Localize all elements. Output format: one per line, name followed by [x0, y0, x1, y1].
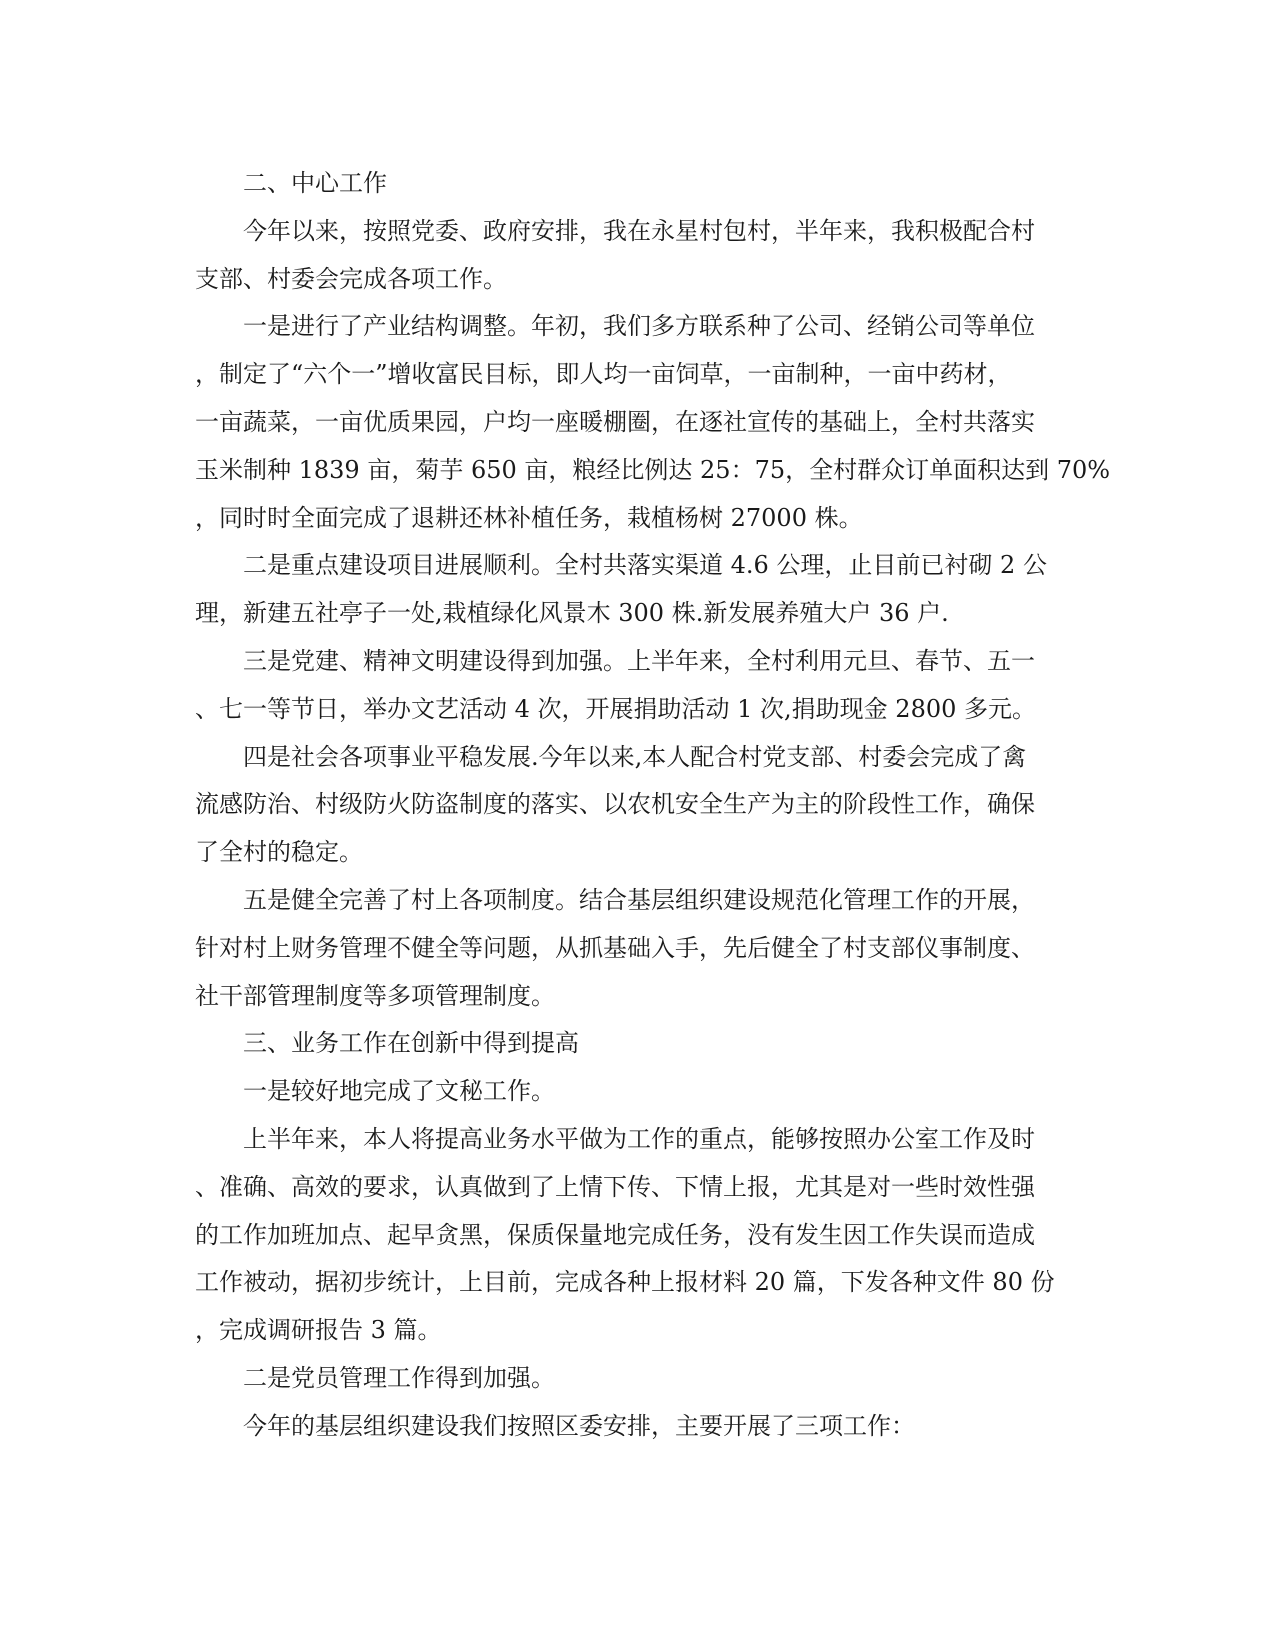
text-line: 今年以来，按照党委、政府安排，我在永星村包村，半年来，我积极配合村 [243, 216, 1035, 245]
text-line: 、准确、高效的要求，认真做到了上情下传、下情上报，尤其是对一些时效性强 [195, 1172, 1035, 1201]
text-line: 一亩蔬菜，一亩优质果园，户均一座暖棚圈，在逐社宣传的基础上，全村共落实 [195, 407, 1035, 436]
text-line: 的工作加班加点、起早贪黑，保质保量地完成任务，没有发生因工作失误而造成 [195, 1220, 1035, 1249]
text-line: 理，新建五社亭子一处,栽植绿化风景木 300 株.新发展养殖大户 36 户. [195, 599, 949, 628]
text-line: 今年的基层组织建设我们按照区委安排，主要开展了三项工作： [243, 1411, 915, 1440]
text-line: 五是健全完善了村上各项制度。结合基层组织建设规范化管理工作的开展， [243, 885, 1035, 914]
text-line: 二是党员管理工作得到加强。 [243, 1363, 555, 1392]
text-line: ，同时时全面完成了退耕还林补植任务，栽植杨树 27000 株。 [195, 503, 863, 532]
text-line: ，完成调研报告 3 篇。 [195, 1316, 442, 1345]
text-line: 支部、村委会完成各项工作。 [195, 264, 507, 293]
text-line: 四是社会各项事业平稳发展.今年以来,本人配合村党支部、村委会完成了禽 [243, 742, 1027, 771]
text-line: 了全村的稳定。 [195, 838, 363, 867]
text-line: 二是重点建设项目进展顺利。全村共落实渠道 4.6 公理，止目前已衬砌 2 公 [243, 551, 1047, 580]
text-line: ，制定了“六个一”增收富民目标，即人均一亩饲草，一亩制种，一亩中药材， [195, 360, 1012, 389]
text-line: 工作被动，据初步统计，上目前，完成各种上报材料 20 篇，下发各种文件 80 份 [195, 1268, 1055, 1297]
text-line: 一是进行了产业结构调整。年初，我们多方联系种了公司、经销公司等单位 [243, 312, 1035, 341]
text-line: 、七一等节日，举办文艺活动 4 次，开展捐助活动 1 次,捐助现金 2800 多元。 [195, 694, 1037, 723]
text-line: 流感防治、村级防火防盗制度的落实、以农机安全生产为主的阶段性工作，确保 [195, 790, 1035, 819]
text-line: 玉米制种 1839 亩，菊芋 650 亩，粮经比例达 25：75，全村群众订单面积达到 70% [195, 455, 1111, 484]
text-line: 一是较好地完成了文秘工作。 [243, 1077, 555, 1106]
text-line: 三是党建、精神文明建设得到加强。上半年来，全村利用元旦、春节、五一 [243, 646, 1035, 675]
text-line: 上半年来，本人将提高业务水平做为工作的重点，能够按照办公室工作及时 [243, 1124, 1035, 1153]
text-line: 针对村上财务管理不健全等问题，从抓基础入手，先后健全了村支部仪事制度、 [195, 933, 1035, 962]
text-line: 社干部管理制度等多项管理制度。 [195, 981, 555, 1010]
text-line: 二、中心工作 [243, 169, 387, 197]
document-body [195, 160, 1111, 1451]
text-line: 三、业务工作在创新中得到提高 [243, 1029, 579, 1058]
